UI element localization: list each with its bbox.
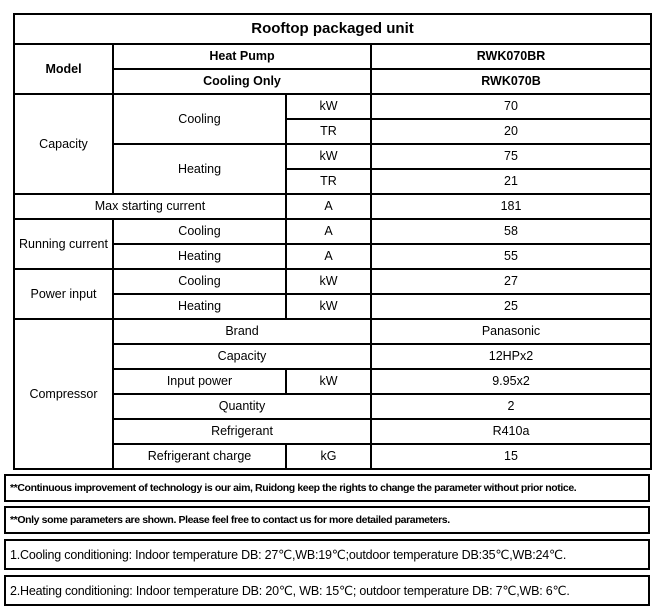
compressor-refrigerant-charge-label: Refrigerant charge [113,444,286,469]
footnote-text: **Continuous improvement of technology is our aim, Ruidong keep the rights to change the parameter without prior notice. [10,482,577,494]
value-cell: 15 [371,444,651,469]
value-cell: 27 [371,269,651,294]
capacity-label: Capacity [14,94,113,194]
compressor-label: Compressor [14,319,113,469]
compressor-input-power-label: Input power [113,369,286,394]
compressor-quantity-label: Quantity [113,394,371,419]
value-cell: 9.95x2 [371,369,651,394]
unit-cell: kG [286,444,371,469]
compressor-brand-label: Brand [113,319,371,344]
condition-text: 2.Heating conditioning: Indoor temperature DB: 20℃, WB: 15℃; outdoor temperature DB: 7℃,WB: 6℃. [10,584,570,598]
value-cell: 21 [371,169,651,194]
unit-cell: kW [286,144,371,169]
running-current-cooling-label: Cooling [113,219,286,244]
unit-cell: kW [286,269,371,294]
spec-sheet [4,13,652,606]
footnote-parameters [4,506,650,534]
unit-cell: A [286,194,371,219]
cooling-only-model-value: RWK070B [371,69,651,94]
value-cell: 12HPx2 [371,344,651,369]
spec-table [13,13,652,470]
heat-pump-model-value: RWK070BR [371,44,651,69]
running-current-heating-label: Heating [113,244,286,269]
footnote-text: **Only some parameters are shown. Please feel free to contact us for more detailed parameters. [10,514,450,526]
condition-text: 1.Cooling conditioning: Indoor temperature DB: 27℃,WB:19℃;outdoor temperature DB:35℃,WB:24℃. [10,548,567,562]
heating-conditioning-note [4,575,650,606]
cooling-conditioning-note [4,539,650,570]
model-label: Model [14,44,113,94]
value-cell: 181 [371,194,651,219]
max-starting-current-label: Max starting current [14,194,286,219]
unit-cell: kW [286,294,371,319]
value-cell: 75 [371,144,651,169]
value-cell: Panasonic [371,319,651,344]
unit-cell: kW [286,369,371,394]
running-current-label: Running current [14,219,113,269]
value-cell: 2 [371,394,651,419]
cooling-only-label: Cooling Only [113,69,371,94]
unit-cell: TR [286,169,371,194]
capacity-heating-label: Heating [113,144,286,194]
footnote-improvement [4,474,650,502]
heat-pump-label: Heat Pump [113,44,371,69]
power-input-label: Power input [14,269,113,319]
value-cell: 58 [371,219,651,244]
unit-cell: TR [286,119,371,144]
value-cell: 55 [371,244,651,269]
unit-cell: kW [286,94,371,119]
compressor-refrigerant-label: Refrigerant [113,419,371,444]
compressor-capacity-label: Capacity [113,344,371,369]
unit-cell: A [286,219,371,244]
table-title: Rooftop packaged unit [14,14,651,44]
value-cell: 70 [371,94,651,119]
power-input-heating-label: Heating [113,294,286,319]
value-cell: 25 [371,294,651,319]
value-cell: 20 [371,119,651,144]
unit-cell: A [286,244,371,269]
capacity-cooling-label: Cooling [113,94,286,144]
power-input-cooling-label: Cooling [113,269,286,294]
value-cell: R410a [371,419,651,444]
